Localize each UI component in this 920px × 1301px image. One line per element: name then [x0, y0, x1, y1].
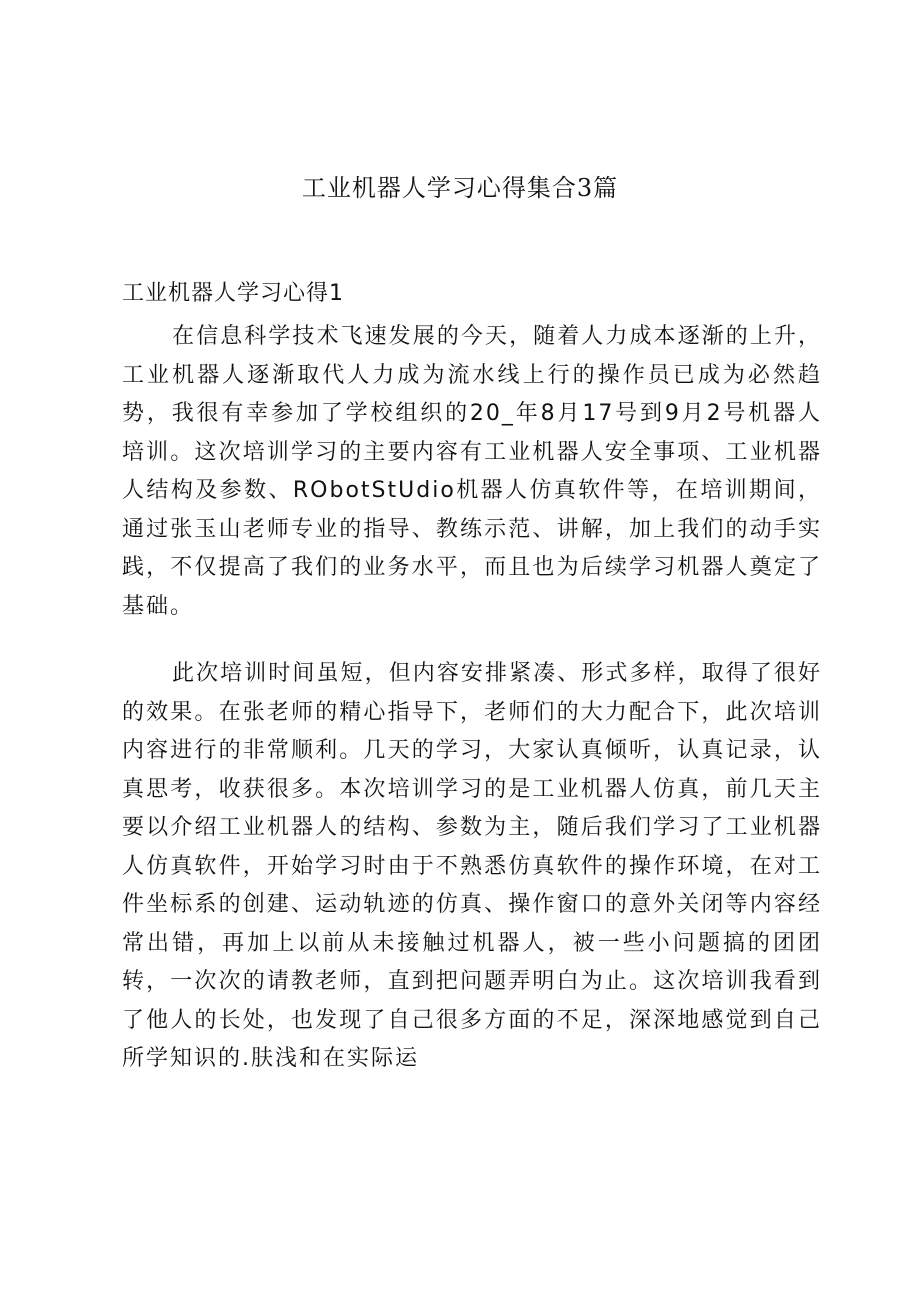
paragraph-1: 在信息科学技术飞速发展的今天，随着人力成本逐渐的上升，工业机器人逐渐取代人力成为流水线上行的操作员已成为必然趋势，我很有幸参加了学校组织的20_年8月17号到9月2号机器人培训。这次培训学习的主要内容有工业机器人安全事项、工业机器人结构及参数、RObotStUdio机器人仿真软件等，在培训期间，通过张玉山老师专业的指导、教练示范、讲解，加上我们的动手实践，不仅提高了我们的业务水平，而且也为后续学习机器人奠定了基础。	[122, 324, 822, 619]
paragraph-2: 此次培训时间虽短，但内容安排紧凑、形式多样，取得了很好的效果。在张老师的精心指导下，老师们的大力配合下，此次培训内容进行的非常顺利。几天的学习，大家认真倾听，认真记录，认真思考，收获很多。本次培训学习的是工业机器人仿真，前几天主要以介绍工业机器人的结构、参数为主，随后我们学习了工业机器人仿真软件，开始学习时由于不熟悉仿真软件的操作环境，在对工件坐标系的创建、运动轨迹的仿真、操作窗口的意外关闭等内容经常出错，再加上以前从未接触过机器人，被一些小问题搞的团团转，一次次的请教老师，直到把问题弄明白为止。这次培训我看到了他人的长处，也发现了自己很多方面的不足，深深地感觉到自己所学知识的.肤浅和在实际运	[122, 661, 822, 1071]
document-title: 工业机器人学习心得集合3篇	[301, 174, 619, 202]
section-heading: 工业机器人学习心得1	[122, 281, 344, 306]
